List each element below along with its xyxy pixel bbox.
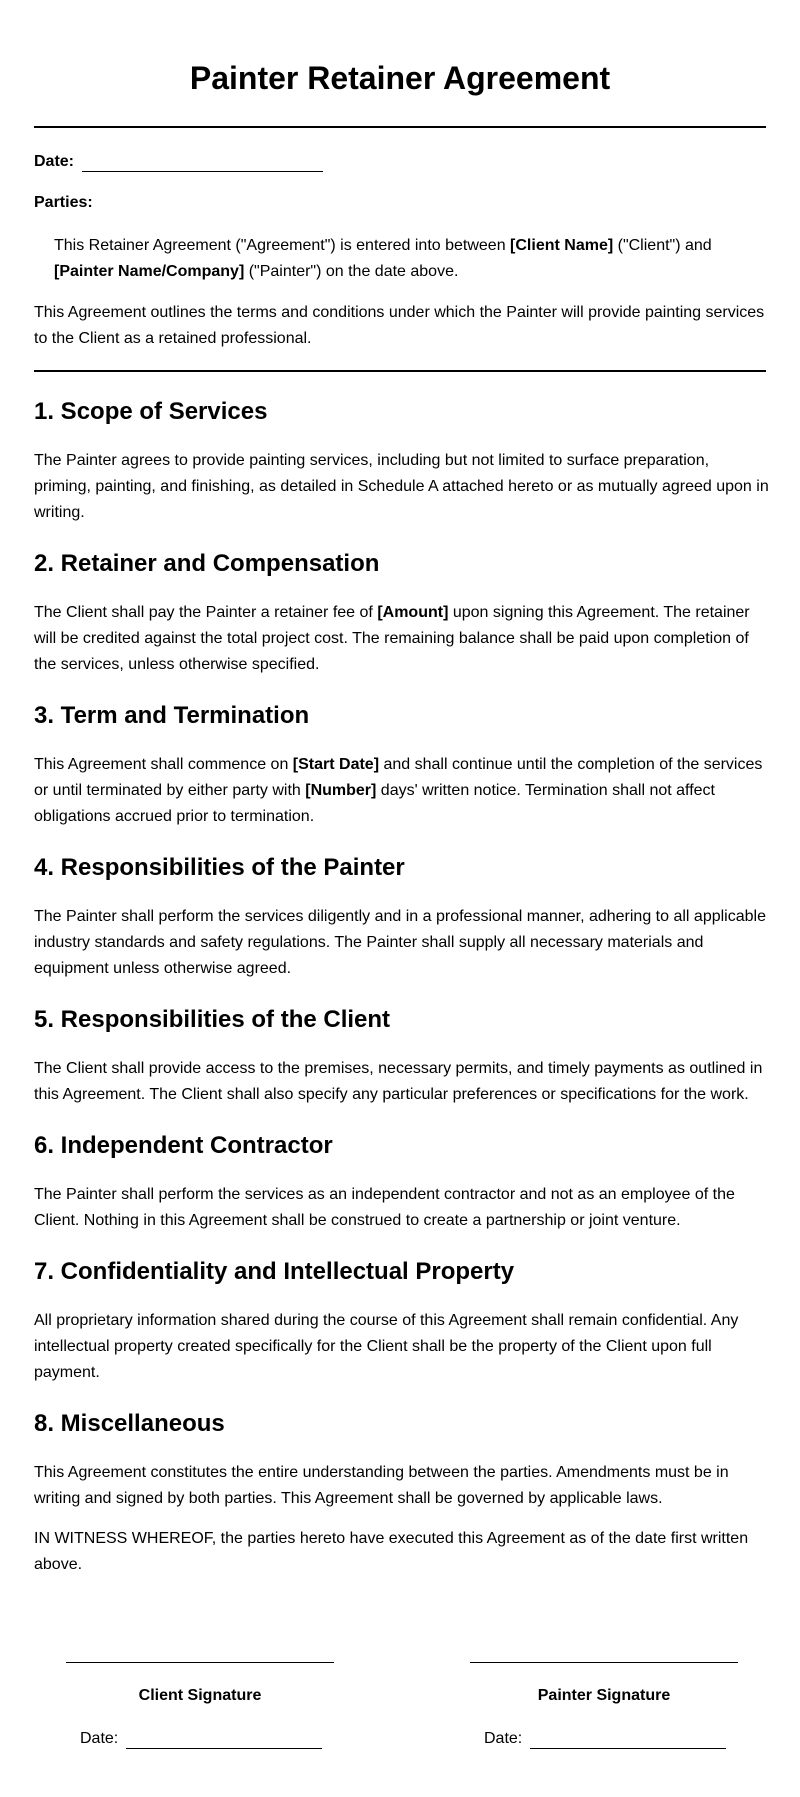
section-heading: 4. Responsibilities of the Painter xyxy=(34,854,405,881)
date-field xyxy=(34,152,323,172)
section-text-part: This Agreement shall commence on xyxy=(34,756,293,773)
date-label: Date: xyxy=(34,153,75,170)
painter-signature-label: Painter Signature xyxy=(537,1687,671,1704)
section-text-part: and shall continue until the completion of the services or until terminated by either party with xyxy=(34,756,763,799)
document-title: Painter Retainer Agreement xyxy=(189,60,611,96)
client-date-label: Date: xyxy=(80,1730,119,1747)
start-date-placeholder: [Start Date] xyxy=(292,756,380,773)
date-blank-line[interactable] xyxy=(82,154,323,172)
parties-label: Parties: xyxy=(34,194,93,211)
painter-signature-line[interactable] xyxy=(470,1662,738,1663)
client-name-placeholder: [Client Name] xyxy=(510,237,614,254)
section-heading: 2. Retainer and Compensation xyxy=(34,550,380,577)
section-heading: 1. Scope of Services xyxy=(34,398,268,425)
section-text-part: The Client shall pay the Painter a retainer fee of xyxy=(34,604,378,621)
parties-text: This Retainer Agreement ("Agreement") is entered into between xyxy=(54,237,511,254)
section-text: The Client shall provide access to the premises, necessary permits, and timely payments as outlined in this Agreement. The Client shall also specify any particular preferences or specifications for the work. xyxy=(34,1060,763,1103)
section-text-part: days' written notice. Termination shall not affect obligations accrued prior to termination. xyxy=(34,782,715,825)
section-text: The Painter agrees to provide painting services, including but not limited to surface preparation, priming, painting, and finishing, as detailed in Schedule A attached hereto or as mutually agreed upon in writing. xyxy=(34,452,769,521)
painter-signature-date xyxy=(484,1729,726,1749)
section-heading: 6. Independent Contractor xyxy=(34,1132,333,1159)
section-heading: 8. Miscellaneous xyxy=(34,1410,225,1437)
client-signature-label: Client Signature xyxy=(138,1687,262,1704)
client-date-blank[interactable] xyxy=(126,1731,322,1749)
parties-text: ("Painter") on the date above. xyxy=(244,263,459,280)
section-text: This Agreement constitutes the entire understanding between the parties. Amendments must be in writing and signed by both parties. This Agreement shall be governed by applicable laws. xyxy=(34,1464,729,1507)
section-heading: 3. Term and Termination xyxy=(34,702,310,729)
section-text-part: upon signing this Agreement. The retainer will be credited against the total project cost. The remaining balance shall be paid upon completion of the services, unless otherwise specified. xyxy=(34,604,750,673)
painter-name-placeholder: [Painter Name/Company] xyxy=(54,263,245,280)
painter-date-label: Date: xyxy=(484,1730,523,1747)
client-signature-date xyxy=(80,1729,322,1749)
notice-days-placeholder: [Number] xyxy=(305,782,377,799)
section-text: The Painter shall perform the services as an independent contractor and not as an employee of the Client. Nothing in this Agreement shall be construed to create a partnership or joint venture. xyxy=(34,1186,735,1229)
section-text: The Painter shall perform the services diligently and in a professional manner, adhering to all applicable industry standards and safety regulations. The Painter shall supply all necessary materials and equipment unless otherwise agreed. xyxy=(34,908,766,977)
section-text xyxy=(34,752,769,830)
witness-clause: IN WITNESS WHEREOF, the parties hereto have executed this Agreement as of the date first written above. xyxy=(34,1530,749,1573)
parties-text: ("Client") and xyxy=(613,237,712,254)
header-divider xyxy=(34,126,766,128)
section-text: All proprietary information shared during the course of this Agreement shall remain confidential. Any intellectual property created specifically for the Client shall be the property of the Client upon full payment. xyxy=(34,1312,739,1381)
intro-divider xyxy=(34,370,766,372)
overview-paragraph: This Agreement outlines the terms and conditions under which the Painter will provide painting services to the Client as a retained professional. xyxy=(34,304,765,347)
section-heading: 7. Confidentiality and Intellectual Property xyxy=(34,1258,515,1285)
amount-placeholder: [Amount] xyxy=(377,604,449,621)
section-text xyxy=(34,600,769,678)
painter-date-blank[interactable] xyxy=(530,1731,726,1749)
client-signature-line[interactable] xyxy=(66,1662,334,1663)
section-heading: 5. Responsibilities of the Client xyxy=(34,1006,391,1033)
parties-paragraph xyxy=(54,233,754,285)
